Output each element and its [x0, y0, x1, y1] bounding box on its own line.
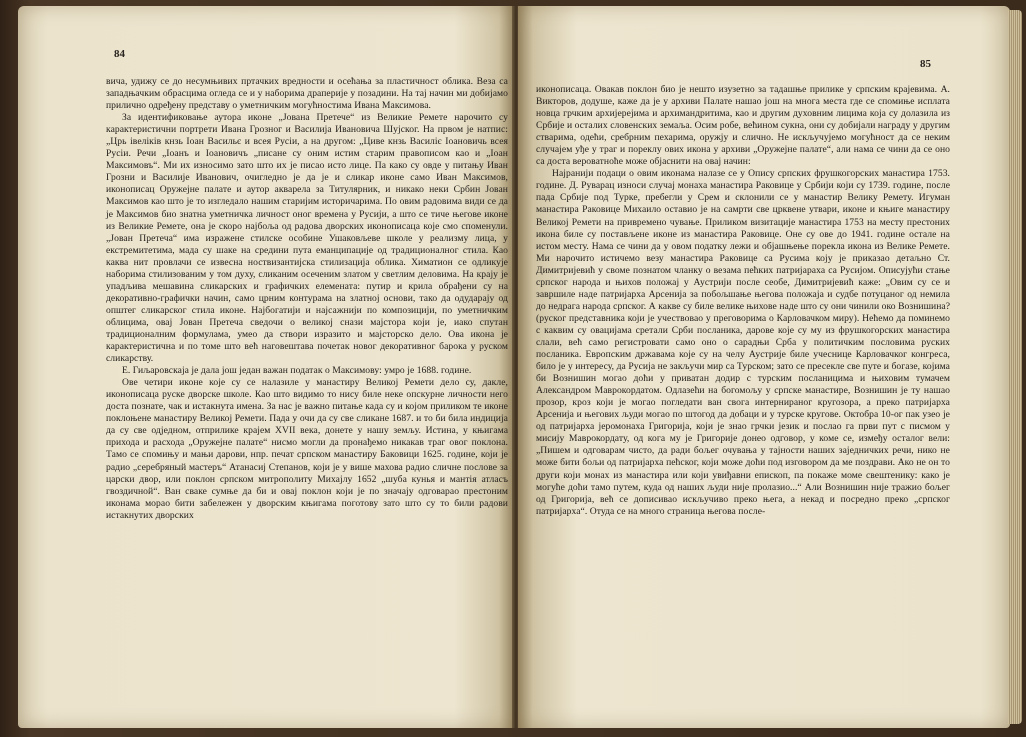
page-edges: [1008, 10, 1022, 724]
right-page-text: [536, 84, 950, 518]
paragraph: иконописаца. Овакав поклон био је нешто изузетно за тадашње прилике у српским крајевима. А. Викторов, додуше, каже да је у архиви Палате нашао још на многа места где се спомиње исплата новца грчким архијерејима и архимандритима, као и другим духовним лицима која су долазила из Србије и осталих словенских земаља. Осим робе, већином сукна, они су добијали награду у другим стварима, одећи, сребрним пехарима, оружју и слично. Не искључујемо могућност да се неким случајем уђе у траг и пореклу ових икона у архиви „Оружејне палате“, али нама се чини да се оно са доста вероватноће може објаснити на овај начин:: [536, 84, 950, 168]
paragraph: Е. Гиљаровскаја је дала још један важан податак о Максимову: умро је 1688. године.: [122, 365, 472, 377]
left-page: [18, 6, 514, 728]
paragraph: Најранији подаци о овим иконама налазе се у Опису српских фрушкогорских манастира 1753. године. Д. Руварац износи случај монаха манастира Раковице у Србији који су 1739. године, после пада Србије под Турке, пребегли у Срем и склонили се у манастир Велику Ремету. Игуман манастира Раковице Михаило оставио је на самрти све црквене утвари, иконе и књиге манастиру Великој Ремети на привремено чување. Приликом визитације манастира 1753 на месту престоних икона биле су постављене иконе из манастира Раковице. Оне су ове до 1941. године остале на истом месту. Нама се чини да у овом податку лежи и објашњење порекла икона из Велике Ремете. Ми нарочито истичемо везу манастира Раковице са Русима коју је приказао детаљно Ст. Димитријевић у своме познатом чланку о везама пећких патријараха са Русијом. Описујући стање српског народа и њихов положај у Аустрији после сеобе, Димитријевић каже: „Овим су се и завршиле наде патријарха Арсенија за побољшање његова положаја и судбе потуцаног од немила до недрага народа српског. А какве су биле велике њихове наде што су они чинили око Вознишина? (руског представника који је учествовао у преговорима о Карловачком миру). Нећемо да поминемо с каквим су овацијама сретали Срби посланика, дарове које су му из фрушкогорских манастира слали, већ само регистровати само оно о сарадњи Срба у политичким пословима руских посланика. Европским државама које су на челу Аустрије биле учеснице Карловачког конгреса, било је у интересу, да Русија не закључи мир са Турском; зато се пресекле све путе и богазе, којима би Вознишин могао доћи у приватан додир с турским посланицима и њиховим тумачем Александром Маврокордатом. Одлазећи на богомољу у српске манастире, Вознишин је ту нашао прозор, кроз који је могао погледати ван свога интернираног кругозора, а преко патријарха Арсенија и његових људи могао по штогод да добаци и у турске кругове. Октобра 10-ог пак узео је од патријарха јеромонаха Григорија, који је знао грчки језик и послао га први пут с писмом у мисију Маврокордату, од кога му је Григорије донео одговор, у коме се, између осталог вели: „Пишем и одговарам чисто, да ради бољег очувања у тајности наших заједничких речи, нико не може бити бољи од патријарха пећског, који може доћи под изговором да ме поздрави. Ако не он то други који монах из манастира или који увиђавни епископ, па покаже моме свештенику: како је могуће доћи тамо путем, куда од наших људи није пролазио...“ Али Вознишин није тражио бољег од Григорија, већ се дописивао искључиво преко њега, а некад и посредно преко „српског патријарха“. Отуда се на много страница његова после-: [536, 168, 950, 517]
page-number-left: 84: [114, 48, 125, 60]
paragraph: Ове четири иконе које су се налазиле у манастиру Великој Ремети дело су, дакле, иконописаца руске дворске школе. Као што видимо то нису биле неке опскурне личности него доста познате, чак и истакнута имена. За нас је важно питање када су и којом приликом те иконе поклоњене манастиру Великој Ремети. Пада у очи да су све сликане 1687. и то би била индиција да су све одједном, отприлике крајем XVII века, донете у нашу земљу. Истина, у књигама прихода и расхода „Оружејне палате“ нисмо могли да пронађемо никакав траг овог поклона. Тамо се спомињу и мањи дарови, нпр. печат српском манастиру Баковици 1625. године, који је радио „серебряный мастеръ“ Атанасиј Степанов, који је у више махова радио сличне послове за царски двор, или поклон српском митрополиту Михајлу 1652 „шуба кунья и мантія атласъ гвоздичной“. Ван сваке сумње да би и овај поклон који је по значају одговарао престоним иконама морао бити забележен у дворским књигама поготову зато што су то били радови истакнутих дворских: [106, 377, 508, 521]
paragraph: вича, удижу се до несумњивих пртачких вредности и осећања за пластичност облика. Веза са западњачким обрасцима огледа се и у наборима драперије у позадини. На тај начин ми добијамо прилично одређену представу о уметничким могућностима Ивана Максимова.: [106, 76, 508, 112]
right-page: [518, 6, 1010, 728]
paragraph: За идентификовање аутора иконе „Јована Претече“ из Великие Ремете нарочито су карактеристични портрети Ивана Грозног и Василија Ивановича Шујског. На првом је натпис: „Црь івеліків кнзь Іоан Васильє и всея Русіи, а на другом: „Циве кнзь Василіє Іоановичь всея Русіи. Речи „Іоанъ и Іоановичъ „писане су оним истим старим правописом као и „Іоан Максимовъ“. Ми их износимо зато што их је писао исто лице. Па како су овде у питању Иван Грозни и Василије Иванович, очигледно је да је и сликар иконе само Иван Максимов, иконописац Оружејне палате и аутор акварела за Титулярник, и никако неки Србин Јован Максимов као што је то изгледало нашим старијим историчарима. По овим радовима види се да је Максимов био знатна уметничка личност оног времена у Русији, а што се тиче његове иконе из Великие Ремете, она је скоро најбоља од радова дворских иконописаца које смо споменули. „Јован Претеча“ има изражене стилске особине Ушаковљеве школе у реализму лица, у екстремитетима, мада су шаке на средини пута еманципације од традиционалног стила. Као каква нит провлачи се извесна ноствизантијска стилизација облика. Химатион се одликује наборима стилизованим у том духу, сликаним осеченим златом у светлим деловима. На крају је упадљива мешавина сликарских и графичких елемената: путир и крила обрађени су на декоративно-графички начин, само црним контурама на златној основи, тако да одударају од општег сликарског стила иконе. Најбогатији и најсажнији по композицији, по уметничким облицима, овај Јован Претеча сведочи о великој снази мајстора који је, иако спутан традиционалним формулама, умео да створи изразито и мајсторско дело. Ова икона је карактеристична и по томе што већ наговештава почетак новог декоративног барока у руском сликарству.: [106, 112, 508, 365]
page-number-right: 85: [920, 58, 931, 70]
left-page-text: [106, 76, 508, 522]
